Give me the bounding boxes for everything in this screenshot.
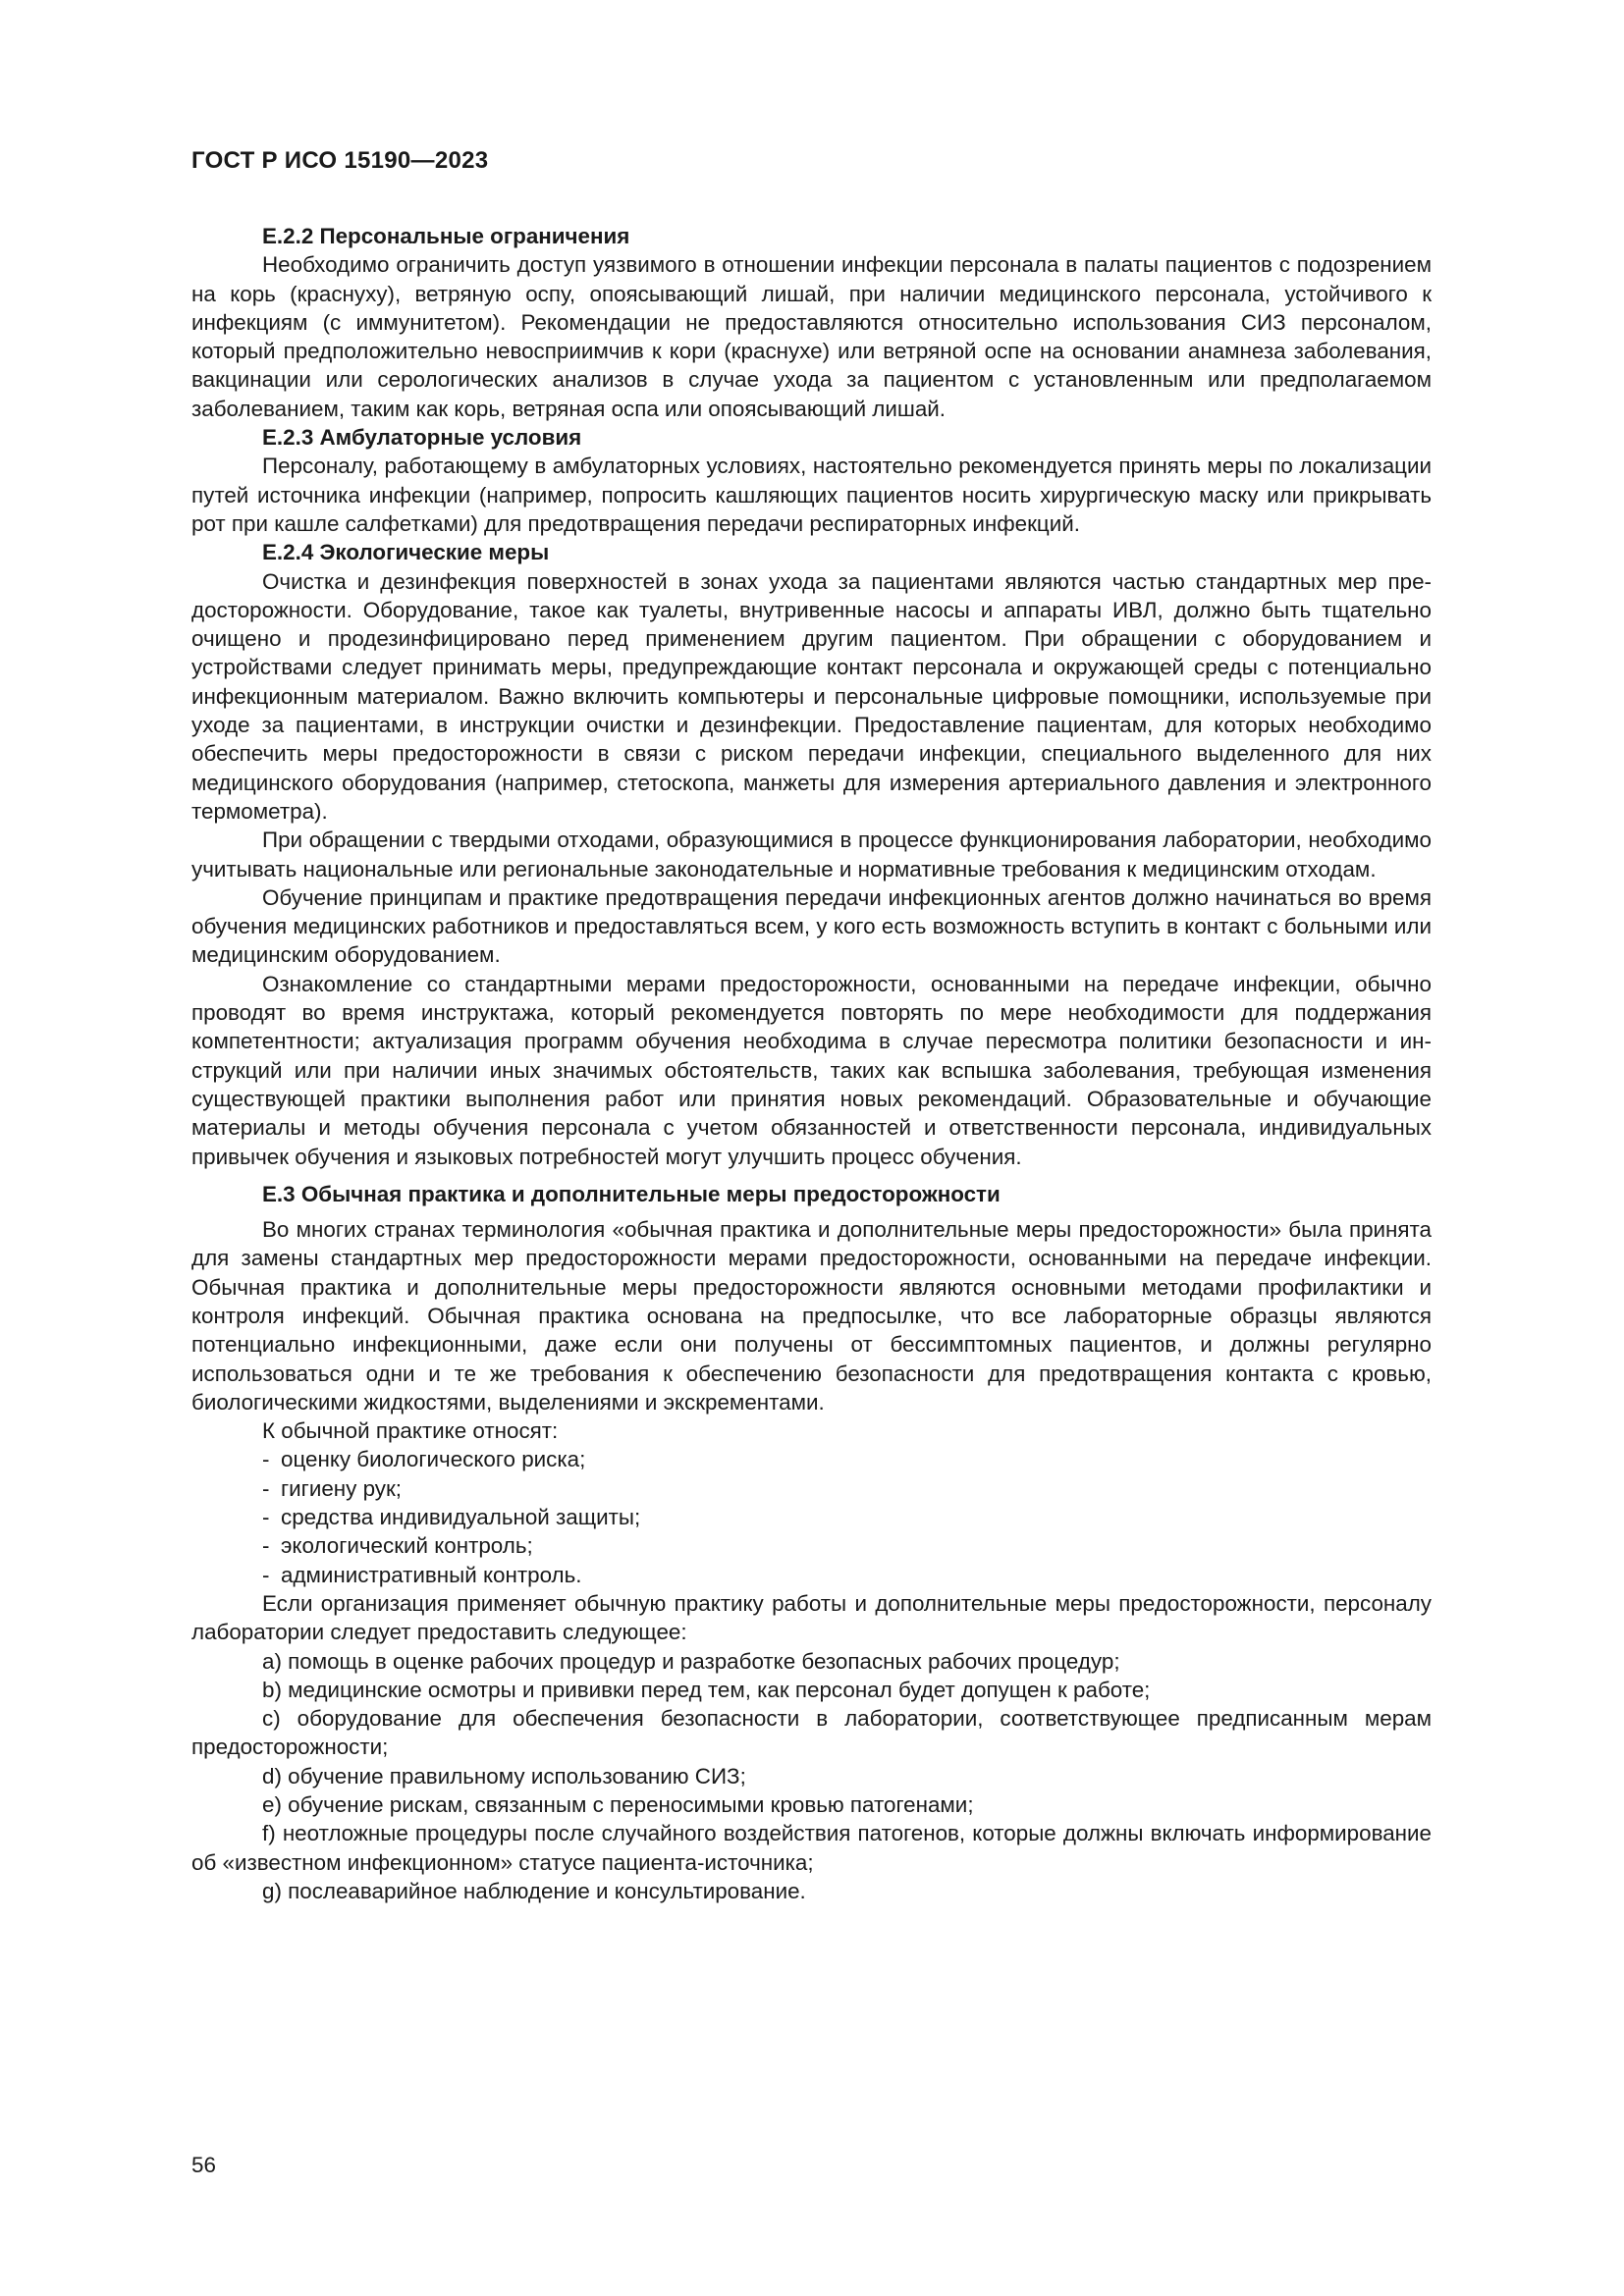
paragraph: Очистка и дезинфекция поверхностей в зонах ухода за пациентами являются частью стандартных мер предосторожности. Оборудование, такое как туалеты, внутривенные насосы и аппараты ИВЛ, должно быть тщательно очищено и продезинфицировано перед применением другим пациентом. При обращении с оборудованием и устройствами следует принимать меры, предупреждающие контакт персонала и окружающей среды с потенциально инфекционным материалом. Важно включить компьютеры и персональные цифровые помощники, используемые при уходе за пациентами, в инструкции очистки и дезинфекции. Предоставление пациентам, для которых необходимо обеспечить меры предосторожности в связи с риском передачи инфекции, специального выделенного для них медицинского оборудования (например, стетоскопа, манжеты для измерения артериального давления и электронного термометра). xyxy=(191,568,1432,824)
section-heading-e22: Е.2.2 Персональные ограничения xyxy=(262,224,630,248)
section-heading-e23: Е.2.3 Амбулаторные условия xyxy=(262,425,582,451)
list-marker: - xyxy=(262,1533,270,1559)
page-number: 56 xyxy=(191,2153,216,2177)
document-body xyxy=(191,222,1432,1905)
list-marker: - xyxy=(262,1505,270,1530)
lettered-item: d) обучение правильному использованию СИЗ; xyxy=(262,1763,746,1789)
list-item-text: оценку биологического риска; xyxy=(281,1447,586,1472)
paragraph: Во многих странах терминология «обычная практика и дополнительные меры предосторожности» была принята для замены стандартных мер предосторожности мерами предосторожности, основанными на передаче инфекции. Обычная практика и дополнительные меры предосторожности являются основными методами профилактики и контроля инфекций. Обычная практика основана на предпосылке, что все лабораторные образцы являются потенциально инфекционными, даже если они получены от бессимптомных пациентов, и должны регулярно использоваться одни и те же требования к обеспечению безопасности для предотвращения контакта с кровью, биологическими жидкостями, выделениями и экскрементами. xyxy=(191,1217,1432,1415)
list-item-text: административный контроль. xyxy=(281,1562,582,1587)
paragraph: При обращении с твердыми отходами, образующимися в процессе функционирования лаборатории, необходимо учитывать национальные или региональные законодательные и нормативные требования к медицинским отходам. xyxy=(191,828,1432,881)
paragraph: Необходимо ограничить доступ уязвимого в отношении инфекции персонала в палаты пациентов с подозрением на корь (краснуху), ветряную оспу, опоясывающий лишай, при наличии медицинского персонала, устойчивого к инфекциям (с иммунитетом). Рекомендации не предоставляются относительно использования СИЗ персоналом, который предположительно невосприимчив к кори (краснухе) или ветряной оспе на основании анамнеза заболевания, вакцинации или серологических анализов в случае ухода за пациентом с установленным или предполагаемом заболеванием, таким как корь, ветряная оспа или опоясывающий лишай. xyxy=(191,252,1432,421)
list-marker: - xyxy=(262,1562,270,1587)
list-item xyxy=(191,1474,1432,1503)
list-item xyxy=(191,1561,1432,1589)
list-item-text: экологический контроль; xyxy=(281,1533,533,1559)
section-heading-e3: Е.3 Обычная практика и дополнительные меры предосторожности xyxy=(262,1181,1001,1206)
list-item xyxy=(191,1445,1432,1473)
list-item-text: средства индивидуальной защиты; xyxy=(281,1505,641,1530)
list-lead: Если организация применяет обычную практику работы и дополнительные меры предосторожности, персоналу лаборатории следует предоставить следующее: xyxy=(191,1590,1432,1645)
list-marker: - xyxy=(262,1475,270,1501)
section-heading-e24: Е.2.4 Экологические меры xyxy=(262,540,550,565)
list-marker: - xyxy=(262,1447,270,1472)
lettered-item: a) помощь в оценке рабочих процедур и разработке безопасных рабочих процедур; xyxy=(262,1648,1120,1674)
lettered-item: g) послеаварийное наблюдение и консультирование. xyxy=(262,1878,806,1903)
document-header: ГОСТ Р ИСО 15190—2023 xyxy=(191,147,489,174)
lettered-item: b) медицинские осмотры и прививки перед тем, как персонал будет допущен к работе; xyxy=(262,1677,1151,1702)
paragraph: Обучение принципам и практике предотвращения передачи инфекционных агентов должно начинаться во время обучения медицинских работников и предоставляться всем, у кого есть возможность вступить в контакт с больными или медицинским оборудованием. xyxy=(191,884,1432,968)
list-item xyxy=(191,1503,1432,1531)
paragraph: Персоналу, работающему в амбулаторных условиях, настоятельно рекомендуется принять меры по локализации путей источника инфекции (например, попросить кашляющих пациентов носить хирургическую маску или прикрывать рот при кашле салфетками) для предотвращения передачи респираторных инфекций. xyxy=(191,454,1432,536)
lettered-item: f) неотложные процедуры после случайного воздействия патогенов, которые должны включать информирование об «известном инфекционном» статусе пациента-источника; xyxy=(191,1821,1432,1875)
list-lead: К обычной практике относят: xyxy=(262,1418,559,1444)
lettered-item: c) оборудование для обеспечения безопасности в лаборатории, соответствующее предписанным мерам предосторожности; xyxy=(191,1706,1432,1760)
list-item-text: гигиену рук; xyxy=(281,1475,402,1501)
paragraph: Ознакомление со стандартными мерами предосторожности, основанными на передаче инфекции, обычно проводят во время инструктажа, который рекомендуется повторять по мере необходимости для поддержания компетентности; актуализация программ обучения необходима в случае пересмотра политики безопасности и инструкций или при наличии иных значимых обстоятельств, таких как вспышка заболевания, требующая изменения существующей практики выполнения работ или принятия новых рекомендаций. Образовательные и обучающие материалы и методы обучения персонала с учетом обязанностей и ответственности персонала, индивидуальных привычек обучения и языковых потребностей могут улучшить процесс обучения. xyxy=(191,971,1432,1169)
list-item xyxy=(191,1531,1432,1560)
lettered-item: e) обучение рискам, связанным с переносимыми кровью патогенами; xyxy=(262,1792,974,1818)
